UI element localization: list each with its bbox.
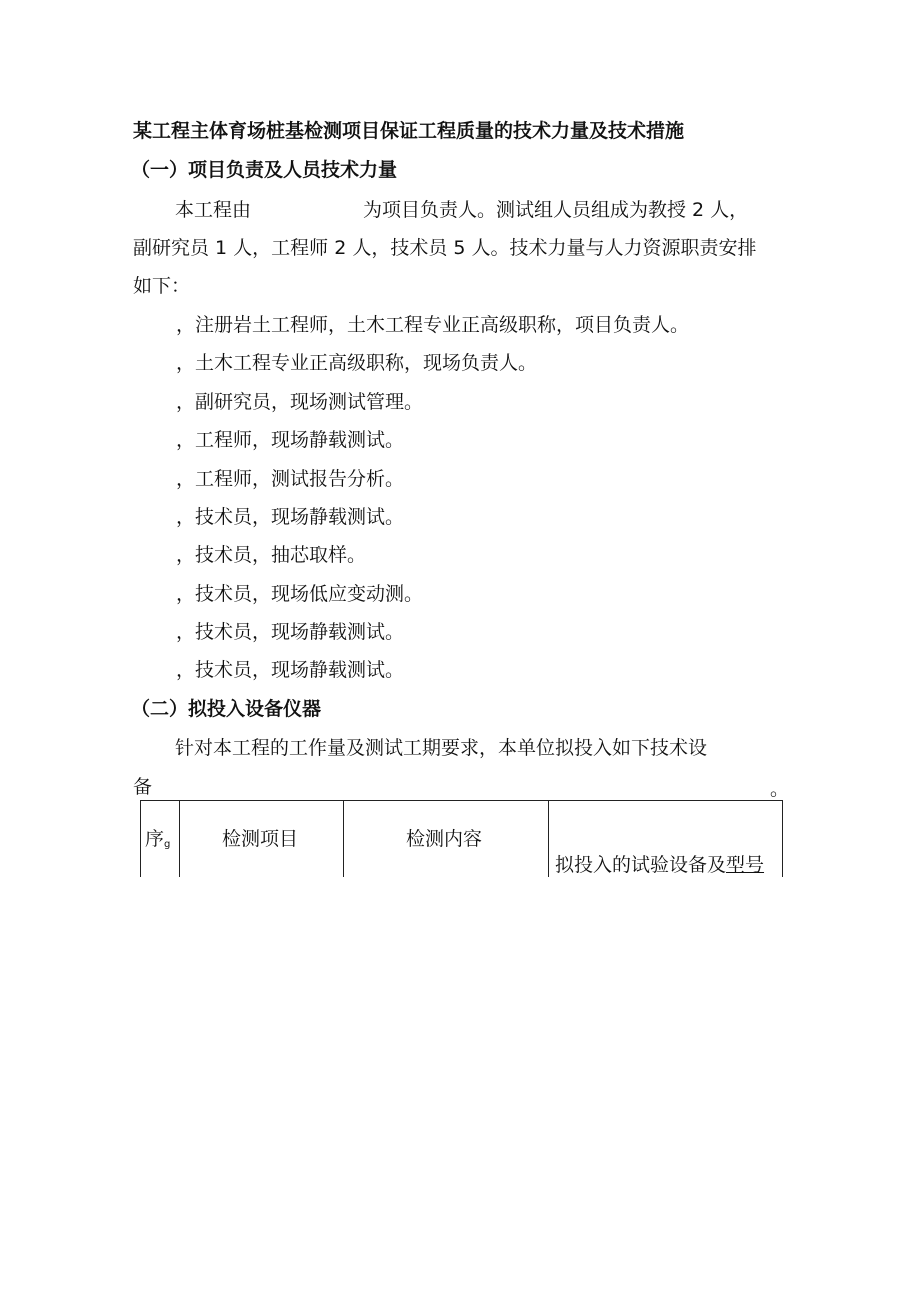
- intro-line-1: [175, 198, 748, 222]
- document-title: 某工程主体育场桩基检测项目保证工程质量的技术力量及技术措施: [133, 120, 685, 142]
- table-header-item: 检测项目: [222, 828, 299, 850]
- table-header-index-sub: g: [164, 839, 171, 850]
- table-divider: [343, 801, 344, 877]
- table-header-equipment-label: 拟投入的试验设备及型号: [555, 854, 765, 876]
- table-header-equipment: [555, 853, 764, 877]
- table-border-left: [140, 801, 141, 877]
- staff-item: ，技术员，现场低应变动测。: [176, 583, 424, 605]
- staff-item: ，技术员，现场静载测试。: [176, 506, 405, 528]
- table-divider: [179, 801, 180, 877]
- staff-item: ，工程师，现场静载测试。: [176, 429, 405, 451]
- intro-line-2: 副研究员 1 人，工程师 2 人，技术员 5 人。技术力量与人力资源职责安排: [133, 237, 757, 259]
- staff-item: ，技术员，抽芯取样。: [176, 544, 367, 566]
- table-border-right: [782, 801, 783, 877]
- staff-item: ，技术员，现场静载测试。: [176, 659, 405, 681]
- equipment-table: [140, 800, 783, 877]
- staff-item: ，工程师，测试报告分析。: [176, 468, 405, 490]
- equipment-para-line-2: 备: [133, 776, 153, 798]
- table-header-index-label: 序: [145, 828, 165, 850]
- intro-line-3: 如下：: [133, 275, 191, 297]
- section1-heading: （一）项目负责及人员技术力量: [131, 159, 398, 181]
- staff-item: ，土木工程专业正高级职称，现场负责人。: [176, 352, 538, 374]
- equipment-para-line-1: 针对本工程的工作量及测试工期要求，本单位拟投入如下技术设: [175, 737, 708, 759]
- table-divider: [548, 801, 549, 877]
- staff-item: ，注册岩土工程师，土木工程专业正高级职称，项目负责人。: [176, 314, 690, 336]
- intro-part-2: 为项目负责人。测试组人员组成为教授 2 人，: [363, 199, 749, 221]
- section2-heading: （二）拟投入设备仪器: [131, 698, 322, 720]
- intro-part-1: 本工程由: [175, 199, 252, 221]
- equipment-para-period: 。: [770, 778, 790, 800]
- staff-item: ，技术员，现场静载测试。: [176, 621, 405, 643]
- table-header-equipment-underlined: 型号: [726, 854, 765, 876]
- table-header-index: [145, 827, 170, 857]
- staff-item: ，副研究员，现场测试管理。: [176, 391, 424, 413]
- table-header-content: 检测内容: [406, 828, 483, 850]
